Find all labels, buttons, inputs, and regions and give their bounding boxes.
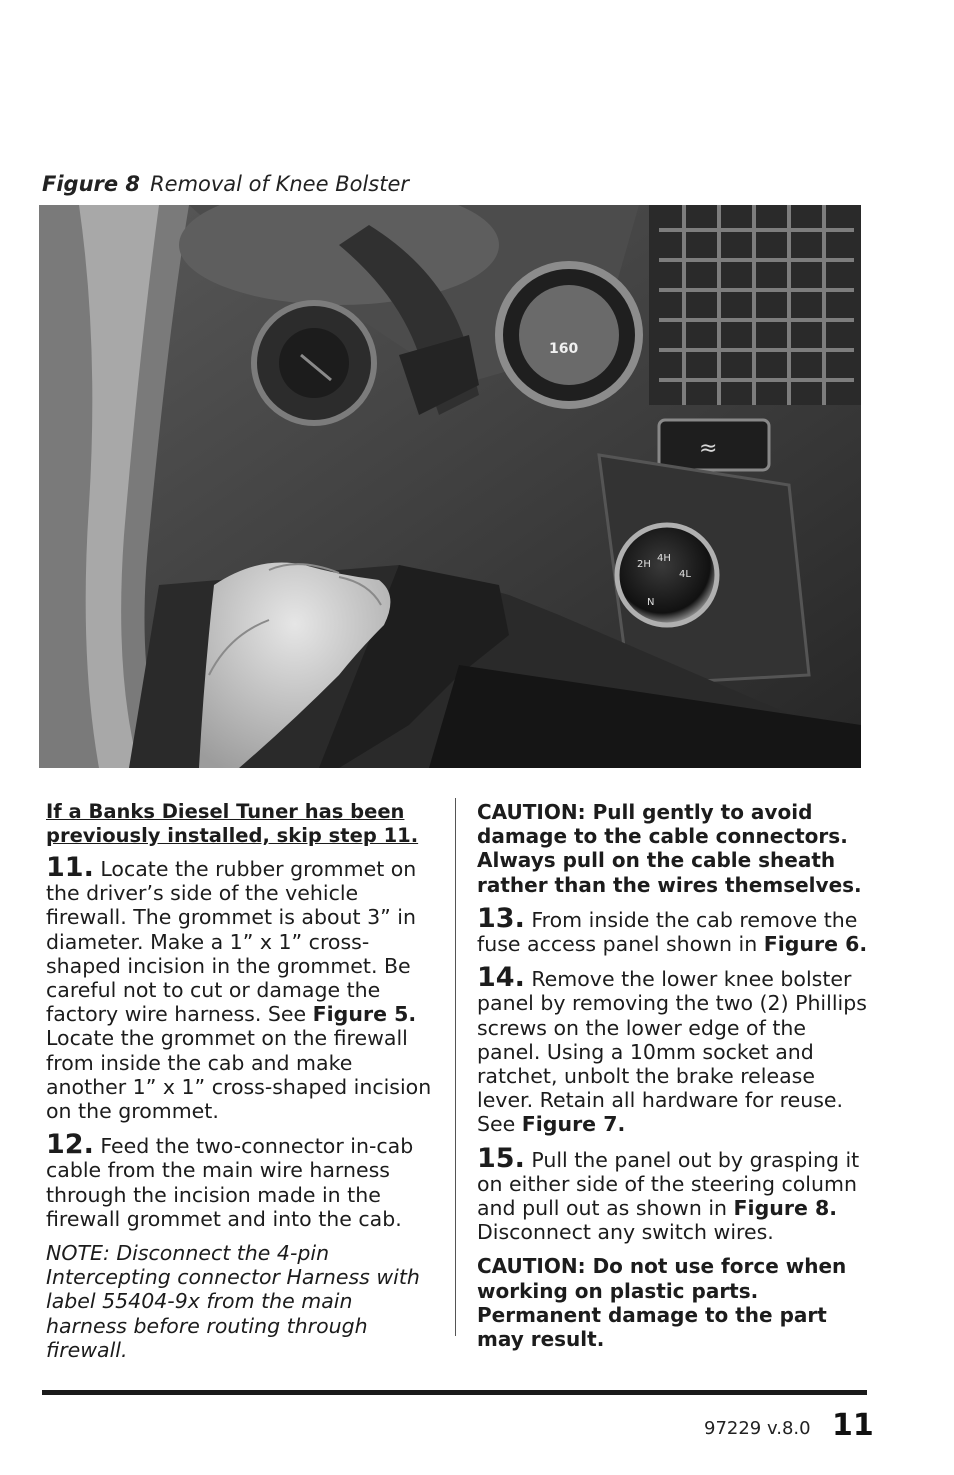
step-12-text: Feed the two-connector in-cab cable from the main wire harness through the incision made in the firewall grommet and into the cab. [46, 1134, 414, 1231]
step-11-number: 11. [46, 852, 94, 883]
left-column [46, 800, 438, 1372]
gauge-label: 160 [549, 341, 579, 357]
harness-note: NOTE: Disconnect the 4-pin Intercepting connector Harness with label 55404-9x from the main harness before routing through firewall. [46, 1241, 420, 1362]
page-number: 11 [832, 1408, 874, 1443]
column-divider [455, 798, 456, 1336]
step-11-text-a: Locate the rubber grommet on the driver’s side of the vehicle firewall. The grommet is about 3” in diameter. Make a 1” x 1” cross-shaped incision in the grommet. Be careful not to cut or damage the factory wire harness. See [46, 857, 417, 1027]
step-11-text-b: Locate the grommet on the firewall from inside the cab and make another 1” x 1” cross-shaped incision on the grommet. [46, 1026, 432, 1124]
skip-step-note: If a Banks Diesel Tuner has been previously installed, skip step 11. [46, 800, 419, 847]
caution-no-force: CAUTION: Do not use force when working on plastic parts. Permanent damage to the part may result. [477, 1254, 847, 1352]
footer-rule [42, 1390, 867, 1395]
step-11 [46, 852, 438, 1124]
figure-label: Figure 8 [42, 172, 141, 196]
caution-pull-gently: CAUTION: Pull gently to avoid damage to the cable connectors. Always pull on the cable sheath rather than the wires themselves. [477, 800, 862, 897]
knob-label-n: N [647, 597, 655, 608]
step-14 [477, 962, 869, 1137]
step-12-number: 12. [46, 1129, 94, 1161]
step-13-number: 13. [477, 902, 525, 934]
figure-photo [39, 205, 861, 768]
figure-title: Removal of Knee Bolster [150, 172, 410, 196]
step-15-figure-ref: Figure 8. [733, 1196, 838, 1221]
knob-label-2h: 2H [637, 559, 651, 570]
step-15-number: 15. [477, 1142, 525, 1174]
knob-label-4l: 4L [679, 569, 691, 580]
step-14-figure-ref: Figure 7. [521, 1112, 626, 1137]
step-15-text-a: Pull the panel out by grasping it on either side of the steering column and pull out as shown in [477, 1147, 860, 1221]
step-13 [477, 902, 869, 957]
right-column [477, 800, 869, 1361]
figure-caption [42, 172, 409, 196]
step-12 [46, 1129, 438, 1231]
svg-text:≈: ≈ [699, 436, 718, 461]
step-15-text-b: Disconnect any switch wires. [477, 1220, 774, 1245]
step-14-text: Remove the lower knee bolster panel by removing the two (2) Phillips screws on the lower edge of the panel. Using a 10mm socket and ratchet, unbolt the brake release lever. Retain all hardware for reuse. See [477, 967, 867, 1137]
step-11-figure-ref: Figure 5. [312, 1002, 417, 1027]
knob-label-4h: 4H [657, 553, 671, 564]
step-14-number: 14. [477, 962, 525, 994]
step-13-text: From inside the cab remove the fuse access panel shown in [477, 907, 858, 957]
step-13-figure-ref: Figure 6. [763, 932, 868, 957]
document-version: 97229 v.8.0 [704, 1418, 811, 1439]
step-15 [477, 1142, 869, 1245]
